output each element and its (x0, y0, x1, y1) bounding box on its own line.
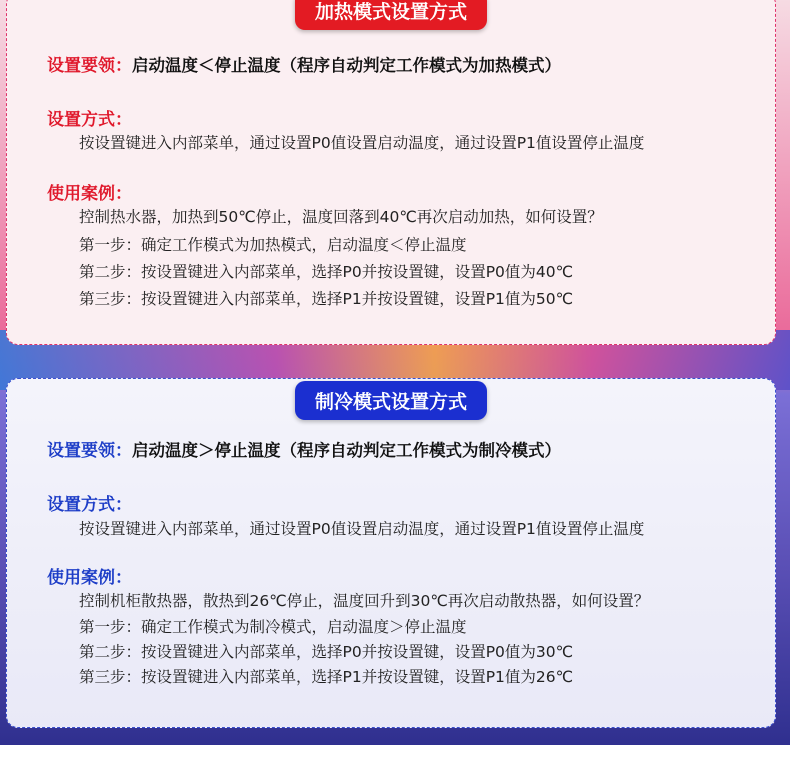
heating-step-3: 第三步：按设置键进入内部菜单，选择P1并按设置键，设置P1值为50℃ (79, 290, 574, 308)
heating-example-label: 使用案例： (47, 184, 132, 204)
heating-step-2: 第二步：按设置键进入内部菜单，选择P0并按设置键，设置P0值为40℃ (79, 263, 574, 281)
heating-mode-title: 加热模式设置方式 (295, 0, 487, 30)
heating-example-line: 控制热水器，加热到50℃停止，温度回落到40℃再次启动加热，如何设置？ (79, 208, 603, 226)
cooling-mode-card (6, 378, 776, 728)
cooling-key-points-text: 启动温度＞停止温度（程序自动判定工作模式为制冷模式） (132, 441, 561, 460)
heating-mode-card (6, 0, 776, 345)
heating-key-points (47, 51, 561, 76)
cooling-method-label: 设置方式： (47, 495, 132, 515)
cooling-step-3: 第三步：按设置键进入内部菜单，选择P1并按设置键，设置P1值为26℃ (79, 668, 574, 686)
heating-step-1: 第一步：确定工作模式为加热模式，启动温度＜停止温度 (79, 236, 467, 254)
heating-key-points-label: 设置要领： (47, 56, 132, 76)
cooling-example-label: 使用案例： (47, 568, 132, 588)
heating-method-text: 按设置键进入内部菜单，通过设置P0值设置启动温度，通过设置P1值设置停止温度 (79, 134, 645, 152)
heating-example-label-row (47, 179, 132, 204)
cooling-key-points (47, 436, 561, 461)
cooling-example-label-row (47, 563, 132, 588)
heating-method-label-row (47, 105, 132, 130)
cooling-key-points-label: 设置要领： (47, 441, 132, 461)
cooling-example-line: 控制机柜散热器，散热到26℃停止，温度回升到30℃再次启动散热器，如何设置？ (79, 592, 650, 610)
bottom-edge (0, 745, 790, 758)
cooling-method-label-row (47, 490, 132, 515)
heating-key-points-text: 启动温度＜停止温度（程序自动判定工作模式为加热模式） (132, 56, 561, 75)
cooling-mode-title: 制冷模式设置方式 (295, 381, 487, 420)
heating-method-label: 设置方式： (47, 110, 132, 130)
cooling-method-text: 按设置键进入内部菜单，通过设置P0值设置启动温度，通过设置P1值设置停止温度 (79, 520, 645, 538)
cooling-step-2: 第二步：按设置键进入内部菜单，选择P0并按设置键，设置P0值为30℃ (79, 643, 574, 661)
cooling-step-1: 第一步：确定工作模式为制冷模式，启动温度＞停止温度 (79, 618, 467, 636)
